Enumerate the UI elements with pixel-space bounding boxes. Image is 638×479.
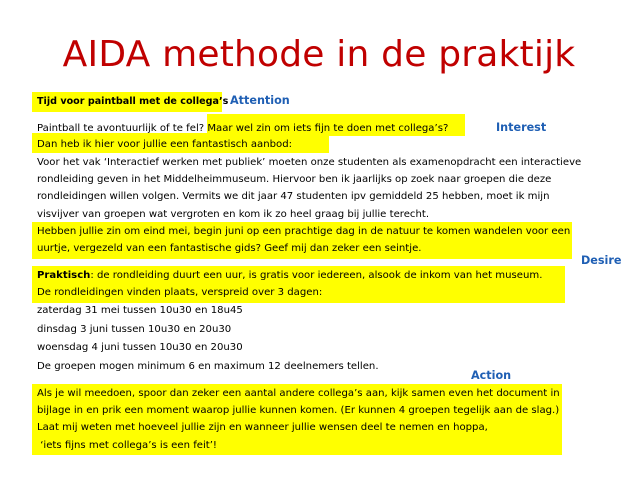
group-size-note: De groepen mogen minimum 6 en maximum 12 deelnemers tellen. [37,360,379,372]
attention-heading: Tijd voor paintball met de collega’s [37,96,229,107]
dates-list [37,302,379,376]
desire-line: uurtje, vergezeld van een fantastische gids? Geef mij dan zeker een seintje. [37,243,422,255]
body-line: rondleidingen willen volgen. Vermits we dit jaar 47 studenten ipv gemiddeld 25 hebben, moet ik mijn [37,191,550,203]
action-line: Als je wil meedoen, spoor dan zeker een aantal andere collega’s aan, kijk samen even het document in [37,388,560,399]
body-line: visvijver van groepen wat vergroten en kom ik zo heel graag bij jullie terecht. [37,208,430,220]
desire-paragraph [37,223,570,257]
practical-line1-rest: : de rondleiding duurt een uur, is gratis voor iedereen, alsook de inkom van het museum. [90,270,543,281]
date-item: zaterdag 31 mei tussen 10u30 en 18u45 [37,305,243,316]
page-title: AIDA methode in de praktijk [62,34,576,75]
interest-line2: Dan heb ik hier voor jullie een fantastisch aanbod: [37,139,293,150]
practical-line1 [37,267,542,284]
practical-line2: De rondleidingen vinden plaats, verspreid over 3 dagen: [37,287,323,299]
date-item: woensdag 4 juni tussen 10u30 en 20u30 [37,342,243,353]
body-paragraph [37,154,581,223]
interest-line1 [37,120,448,137]
body-line: Voor het vak ‘Interactief werken met publiek’ moeten onze studenten als examenopdracht een interactieve [37,157,582,168]
date-item: dinsdag 3 juni tussen 10u30 en 20u30 [37,323,232,335]
interest-label: Interest [496,121,547,134]
action-label: Action [471,369,512,382]
action-line: ‘iets fijns met collega’s is een feit’! [37,439,217,451]
action-line: bijlage in en prik een moment waarop jullie kunnen komen. (Er kunnen 4 groepen tegelijk aan de slag.) [37,405,560,417]
practical-bold-label: Praktisch [37,270,91,281]
attention-label: Attention [230,94,290,107]
body-line: rondleiding geven in het Middelheimmuseum. Hiervoor ben ik jaarlijks op zoek naar groepen die deze [37,174,552,186]
interest-line1-part1: Paintball te avontuurlijk of te fel? [37,123,205,134]
desire-label: Desire [581,254,622,267]
action-paragraph [37,385,560,454]
action-line: Laat mij weten met hoeveel jullie zijn en wanneer jullie wensen deel te nemen en hoppa, [37,422,488,434]
practical-paragraph [37,267,542,301]
desire-line: Hebben jullie zin om eind mei, begin juni op een prachtige dag in de natuur te komen wandelen voor een [37,226,571,237]
interest-line1-part2: Maar wel zin om iets fijn te doen met collega’s? [207,123,449,134]
